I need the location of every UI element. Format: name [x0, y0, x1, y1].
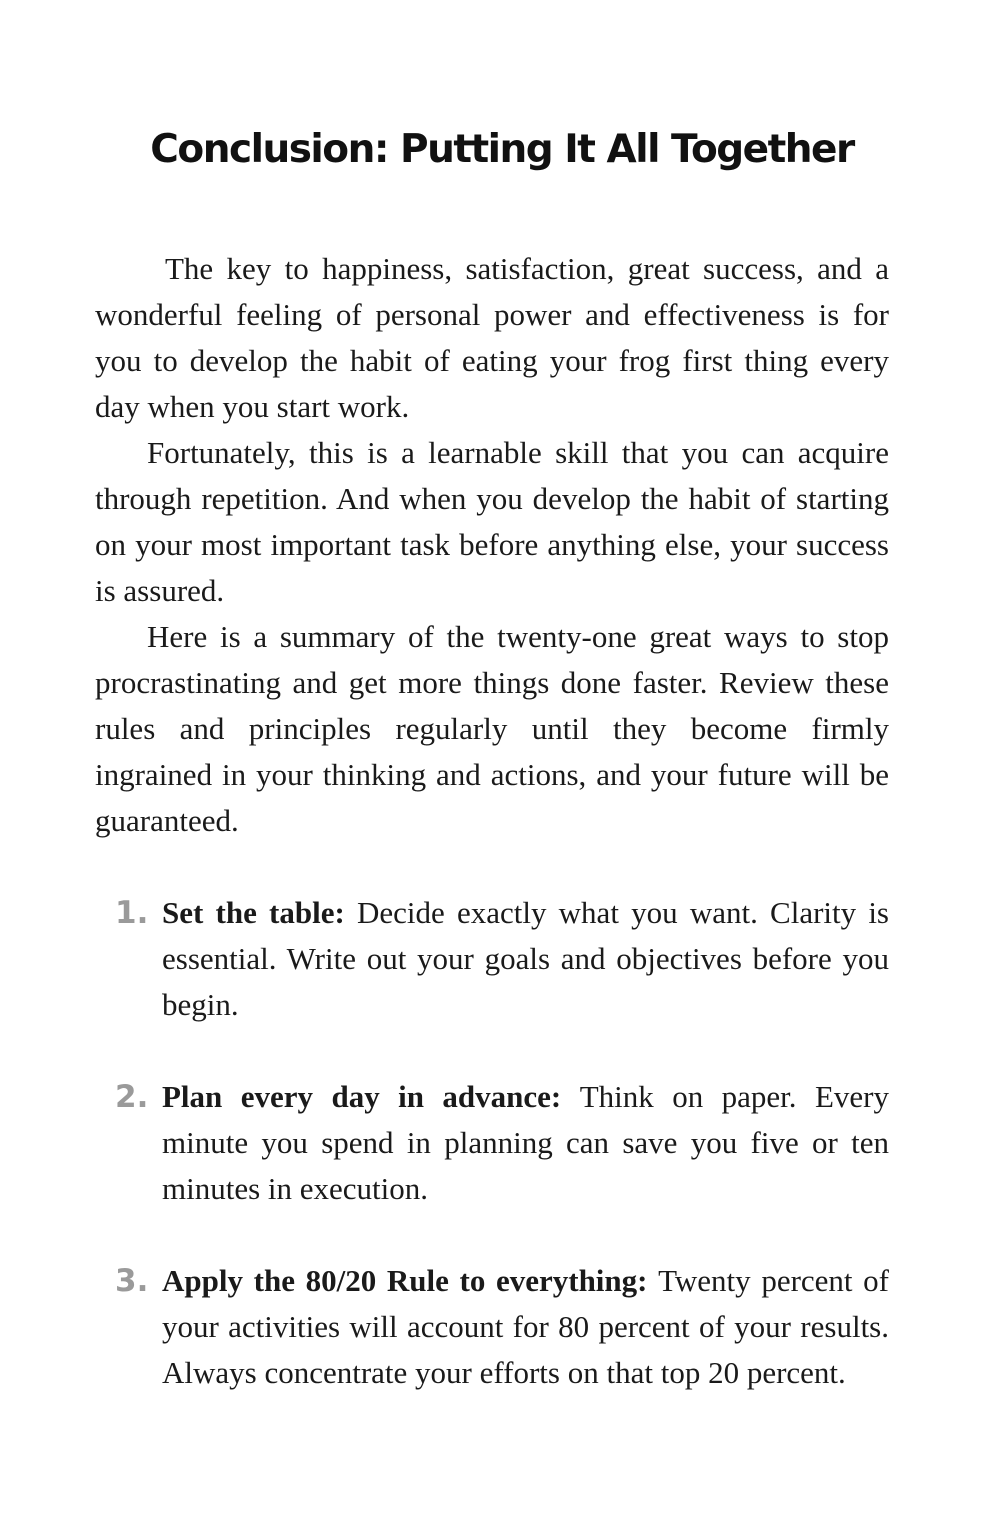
rule-title: Plan every day in advance: [162, 1079, 580, 1114]
rule-number: 2. [115, 1079, 149, 1115]
chapter-title: Conclusion: Putting It All Together [150, 127, 854, 172]
paragraph: Fortunately, this is a learnable skill that you can acquire through repetition. And when you develop the habit of starting on your most important task before anything else, your success is assured. [95, 435, 889, 608]
rule-number: 1. [115, 895, 149, 931]
chapter-intro [95, 246, 889, 844]
rule-title: Set the table: [162, 895, 357, 930]
rule-title: Apply the 80/20 Rule to everything: [162, 1263, 659, 1298]
rules-list [0, 890, 991, 1442]
rule-item [0, 1258, 889, 1396]
rule-item [0, 1074, 889, 1212]
rule-number: 3. [115, 1263, 149, 1299]
rule-text: Twenty percent of your activities will account for 80 percent of your results. Always concentrate your efforts on that top 20 percent. [162, 1263, 889, 1390]
rule-text: Think on paper. Every minute you spend in planning can save you five or ten minutes in execution. [162, 1079, 889, 1206]
paragraph: Here is a summary of the twenty-one great ways to stop procrastinating and get more things done faster. Review these rules and principles regularly until they become firmly ingrained in your thinking and actions, and your future will be guaranteed. [95, 619, 889, 838]
rule-item [0, 890, 889, 1028]
rule-text: Decide exactly what you want. Clarity is essential. Write out your goals and objectives before you begin. [162, 895, 890, 1022]
paragraph: The key to happiness, satisfaction, great success, and a wonderful feeling of personal power and effectiveness is for you to develop the habit of eating your frog first thing every day when you start work. [95, 251, 889, 424]
